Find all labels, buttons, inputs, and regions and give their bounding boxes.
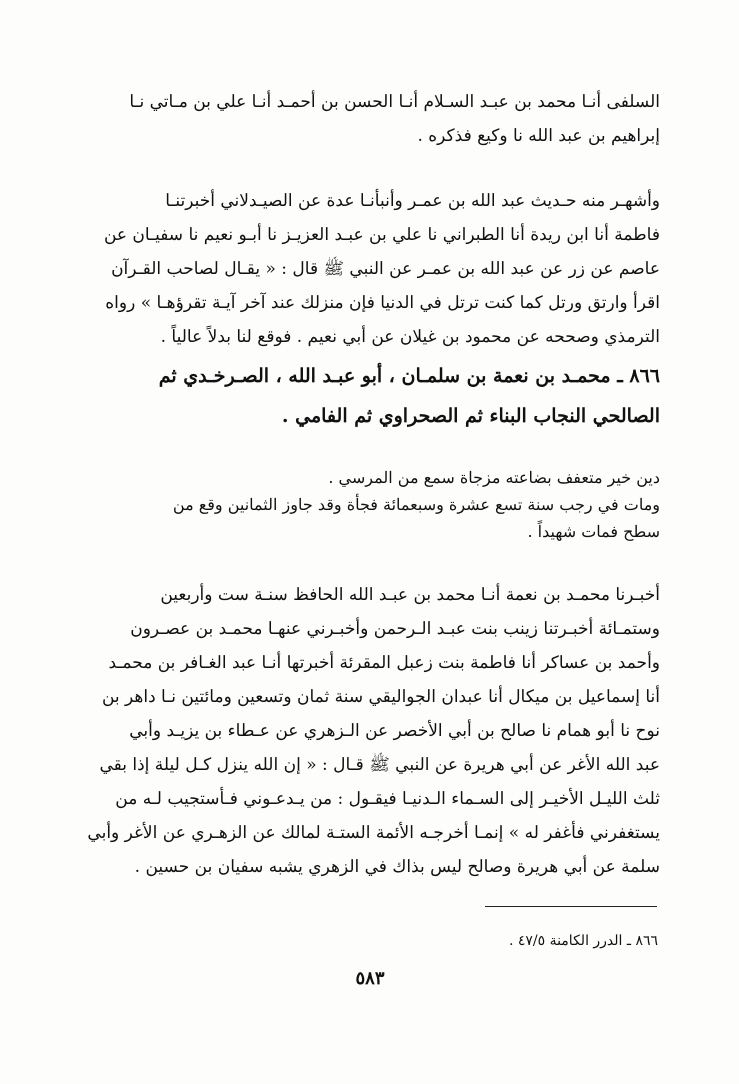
text-line: ثلث الليـل الأخيـر إلى السـماء الـدنيـا فيقـول : من يـدعـوني فـأستجيب لـه من [115,789,660,809]
heading-line: الصالحي النجاب البناء ثم الصحراوي ثم الفامي . [281,405,660,427]
text-line: وأحمد بن عساكر أنا فاطمة بنت زعبل المقرئة أخبرتها أنـا عبد الغـافر بن محمـد [108,653,660,673]
text-line: عبد الله الأغر عن أبي هريرة عن النبي ﷺ قـال : « إن الله ينزل كـل ليلة إذا بقي [99,755,660,775]
heading-line: ٨٦٦ ـ محمـد بن نعمة بن سلمـان ، أبو عبـد الله ، الصـرخـدي ثم [158,365,660,387]
paragraph-isnad-1 [80,85,660,153]
text-line: نوح نا أبو همام نا صالح بن أبي الأخصر عن الـزهري عن عـطاء بن يزيـد وأبي [129,721,660,741]
text-line: وستمـائة أخبـرتنا زينب بنت عبـد الـرحمن وأخبـرني عنهـا محمـد بن عصـرون [130,619,660,639]
page-number: ٥٨٣ [355,968,385,989]
entry-biography [80,464,660,545]
text-line: السلفى أنـا محمد بن عبـد السـلام أنـا الحسن بن أحمـد أنـا علي بن مـاتي نـا [129,92,660,112]
text-line: ومات في رجب سنة تسع عشرة وسبعمائة فجأة وقد جاوز الثمانين وقع من [172,495,660,514]
text-line: عاصم عن زر عن عبد الله بن عمـر عن النبي ﷺ قال : « يقـال لصاحب القـرآن [111,259,660,279]
text-line: أنا إسماعيل بن ميكال أنا عبدان الجواليقي سنة ثمان وتسعين ومائتين نـا داهر بن [101,687,660,707]
paragraph-hadith-quran [80,184,660,354]
footnote: ٨٦٦ ـ الدرر الكامنة ٤٧/٥ . [508,933,658,949]
entry-heading [80,356,660,436]
text-line: اقرأ وارتق ورتل كما كنت ترتل في الدنيا فإن منزلك عند آخر آيـة تقرؤهـا » رواه [105,293,660,313]
text-line: إبراهيم بن عبد الله نا وكيع فذكره . [417,126,660,146]
text-line: سلمة عن أبي هريرة وصالح ليس بذاك في الزهري يشبه سفيان بن حسين . [134,857,660,877]
text-line: وأشهـر منه حـديث عبد الله بن عمـر وأنبأنـا عدة عن الصيـدلاني أخبرتنـا [165,191,660,211]
paragraph-hadith-nuzul [80,578,660,884]
text-line: أخبـرنا محمـد بن نعمة أنـا محمد بن عبـد الله الحافظ سنـة ست وأربعين [160,585,660,605]
text-line: سطح فمات شهيداً . [527,522,660,541]
text-line: يستغفرني فأغفر له » إنمـا أخرجـه الأئمة الستـة لمالك عن الزهـري عن الأغر وأبي [87,823,660,843]
text-line: الترمذي وصححه عن محمود بن غيلان عن أبي نعيم . فوقع لنا بدلاً عالياً . [160,327,660,347]
text-line: فاطمة أنا ابن ريدة أنا الطبراني نا علي بن عبـد العزيـز نا أبـو نعيم نا سفيـان عن [103,225,660,245]
text-line: دين خير متعفف بضاعته مزجاة سمع من المرسي . [328,468,660,487]
footnote-divider [485,906,657,907]
